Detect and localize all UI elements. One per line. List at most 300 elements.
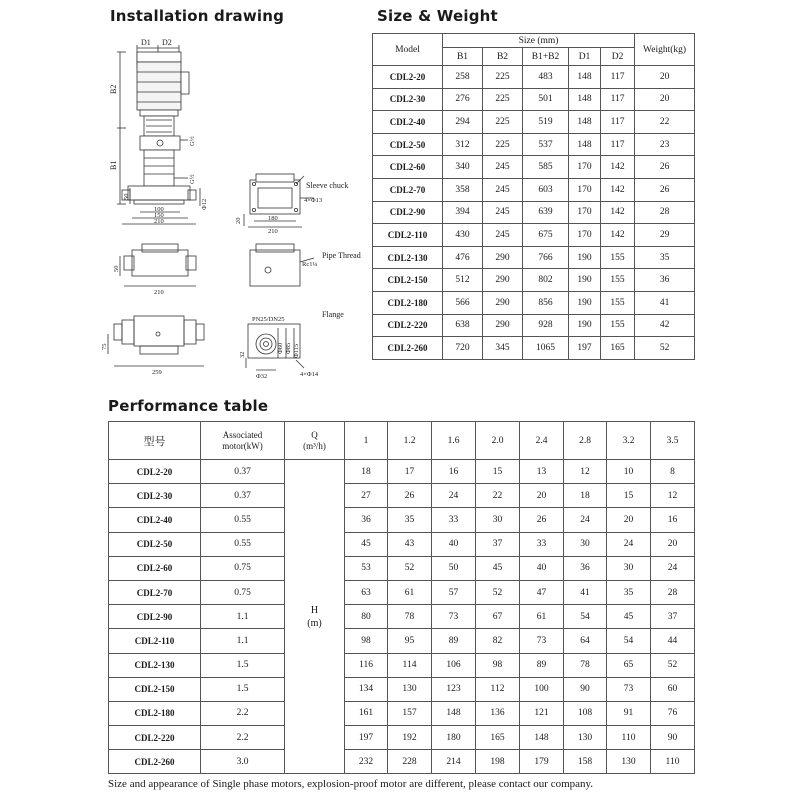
size-cell-b1b2: 519 (523, 111, 569, 134)
perf-cell-head: 15 (476, 460, 520, 484)
size-cell-d2: 117 (601, 133, 635, 156)
size-cell-model: CDL2-260 (373, 337, 443, 360)
perf-cell-head: 73 (432, 605, 476, 629)
size-col-b2: B2 (483, 48, 523, 66)
installation-drawing-heading: Installation drawing (110, 7, 285, 25)
size-table-row (373, 246, 695, 269)
size-table-row (373, 88, 695, 111)
size-cell-weight: 28 (635, 201, 695, 224)
label-flange-75: 75 (101, 343, 108, 350)
size-table-row (373, 156, 695, 179)
size-cell-model: CDL2-70 (373, 178, 443, 201)
size-col-b1: B1 (443, 48, 483, 66)
perf-cell-motor: 3.0 (201, 750, 285, 774)
perf-cell-head: 157 (388, 701, 432, 725)
perf-cell-head: 130 (607, 750, 651, 774)
perf-cell-head: 28 (651, 580, 695, 604)
size-cell-model: CDL2-90 (373, 201, 443, 224)
perf-cell-motor: 1.1 (201, 605, 285, 629)
size-cell-b2: 225 (483, 88, 523, 111)
perf-cell-head: 180 (432, 726, 476, 750)
perf-header-motor (201, 422, 285, 460)
perf-cell-head: 110 (607, 726, 651, 750)
size-cell-d2: 155 (601, 246, 635, 269)
perf-header-flow: 1.2 (388, 422, 432, 460)
size-cell-b1: 312 (443, 133, 483, 156)
perf-cell-head: 45 (345, 532, 388, 556)
perf-cell-head: 16 (651, 508, 695, 532)
perf-cell-motor: 0.55 (201, 508, 285, 532)
size-header-model: Model (373, 34, 443, 66)
flange-side-view (108, 316, 204, 366)
perf-cell-head: 98 (476, 653, 520, 677)
label-flange-32: 32 (239, 351, 246, 358)
perf-header-motor-line1: Associated (222, 429, 263, 440)
perf-cell-head: 76 (651, 701, 695, 725)
size-col-d1: D1 (569, 48, 601, 66)
label-sleeve-210: 210 (268, 228, 278, 235)
perf-cell-head: 52 (651, 653, 695, 677)
perf-table-row (109, 750, 695, 774)
perf-cell-head: 47 (520, 580, 564, 604)
perf-header-q (285, 422, 345, 460)
perf-table-row (109, 532, 695, 556)
size-cell-model: CDL2-20 (373, 66, 443, 89)
label-dim-210-b: 210 (154, 289, 164, 296)
size-cell-b2: 290 (483, 246, 523, 269)
perf-table-row (109, 605, 695, 629)
label-flange-phi60: Φ60 (277, 342, 284, 354)
size-cell-b2: 225 (483, 66, 523, 89)
size-cell-model: CDL2-110 (373, 224, 443, 247)
perf-cell-head: 30 (476, 508, 520, 532)
perf-table-row (109, 580, 695, 604)
perf-cell-head: 148 (432, 701, 476, 725)
size-cell-weight: 20 (635, 88, 695, 111)
perf-cell-head: 90 (564, 677, 607, 701)
perf-table-row (109, 484, 695, 508)
size-cell-d2: 142 (601, 201, 635, 224)
perf-cell-head: 20 (651, 532, 695, 556)
size-cell-b1: 358 (443, 178, 483, 201)
perf-cell-head: 61 (520, 605, 564, 629)
perf-header-q-line1: Q (311, 429, 318, 440)
size-col-b1b2: B1+B2 (523, 48, 569, 66)
perf-cell-head: 165 (476, 726, 520, 750)
size-cell-weight: 23 (635, 133, 695, 156)
perf-cell-head: 37 (476, 532, 520, 556)
perf-cell-head: 130 (564, 726, 607, 750)
perf-cell-head: 73 (607, 677, 651, 701)
size-cell-b1b2: 501 (523, 88, 569, 111)
size-cell-d1: 170 (569, 224, 601, 247)
size-cell-model: CDL2-50 (373, 133, 443, 156)
perf-cell-model: CDL2-50 (109, 532, 201, 556)
perf-cell-head: 57 (432, 580, 476, 604)
size-cell-b2: 290 (483, 314, 523, 337)
perf-header-flow: 2.4 (520, 422, 564, 460)
perf-cell-head: 33 (432, 508, 476, 532)
label-g-top: G½ (189, 136, 196, 146)
label-sleeve-180: 180 (268, 215, 278, 222)
perf-cell-motor: 1.5 (201, 677, 285, 701)
perf-table-row (109, 460, 695, 484)
size-cell-d1: 148 (569, 88, 601, 111)
label-sleeve-chuck: Sleeve chuck (306, 181, 349, 190)
perf-cell-head: 52 (388, 556, 432, 580)
performance-table-heading: Performance table (108, 397, 269, 415)
perf-cell-head: 8 (651, 460, 695, 484)
perf-cell-head: 161 (345, 701, 388, 725)
perf-cell-head: 192 (388, 726, 432, 750)
perf-cell-head: 30 (607, 556, 651, 580)
perf-cell-motor: 0.37 (201, 484, 285, 508)
size-cell-b1b2: 802 (523, 269, 569, 292)
perf-cell-head: 114 (388, 653, 432, 677)
perf-cell-head: 82 (476, 629, 520, 653)
size-cell-weight: 52 (635, 337, 695, 360)
size-cell-weight: 36 (635, 269, 695, 292)
size-cell-weight: 42 (635, 314, 695, 337)
size-cell-b1: 340 (443, 156, 483, 179)
size-cell-d2: 142 (601, 178, 635, 201)
size-table-row (373, 201, 695, 224)
perf-cell-head: 18 (564, 484, 607, 508)
label-pipe-rc: Rc1¼ (302, 261, 318, 268)
perf-cell-model: CDL2-90 (109, 605, 201, 629)
perf-cell-head: 20 (520, 484, 564, 508)
size-cell-b1b2: 675 (523, 224, 569, 247)
perf-cell-head: 40 (520, 556, 564, 580)
size-cell-model: CDL2-180 (373, 291, 443, 314)
size-cell-d1: 170 (569, 156, 601, 179)
size-cell-weight: 41 (635, 291, 695, 314)
size-cell-d1: 190 (569, 291, 601, 314)
perf-cell-motor: 1.1 (201, 629, 285, 653)
perf-cell-head: 136 (476, 701, 520, 725)
label-dim-50-b: 50 (113, 265, 120, 272)
perf-h-label-line2: (m) (307, 617, 322, 629)
perf-cell-head: 45 (476, 556, 520, 580)
perf-cell-head: 89 (520, 653, 564, 677)
footnote: Size and appearance of Single phase motors, explosion-proof motor are different, please contact our company. (108, 778, 594, 790)
label-pipe-thread: Pipe Thread (322, 251, 361, 260)
perf-cell-model: CDL2-40 (109, 508, 201, 532)
perf-cell-head: 158 (564, 750, 607, 774)
performance-table (108, 421, 695, 774)
perf-h-label-line1: H (310, 604, 319, 616)
perf-cell-motor: 2.2 (201, 726, 285, 750)
perf-cell-model: CDL2-70 (109, 580, 201, 604)
perf-cell-head: 123 (432, 677, 476, 701)
perf-header-flow: 1 (345, 422, 388, 460)
perf-table-row (109, 556, 695, 580)
perf-cell-head: 27 (345, 484, 388, 508)
size-cell-d2: 155 (601, 291, 635, 314)
size-cell-d1: 148 (569, 111, 601, 134)
perf-table-row (109, 629, 695, 653)
perf-cell-head: 22 (476, 484, 520, 508)
perf-cell-model: CDL2-130 (109, 653, 201, 677)
size-cell-weight: 29 (635, 224, 695, 247)
perf-cell-model: CDL2-110 (109, 629, 201, 653)
perf-cell-head: 17 (388, 460, 432, 484)
label-dim-210-a: 210 (154, 218, 164, 225)
perf-header-model: 型号 (109, 422, 201, 460)
perf-cell-head: 91 (607, 701, 651, 725)
perf-cell-head: 110 (651, 750, 695, 774)
perf-cell-head: 108 (564, 701, 607, 725)
size-col-d2: D2 (601, 48, 635, 66)
label-b1: B1 (109, 160, 118, 170)
label-d1: D1 (141, 38, 151, 47)
perf-cell-head: 134 (345, 677, 388, 701)
perf-table-row (109, 653, 695, 677)
perf-cell-head: 35 (607, 580, 651, 604)
perf-table-row (109, 701, 695, 725)
perf-cell-head: 89 (432, 629, 476, 653)
label-dim-50-a: 50 (123, 193, 130, 200)
size-cell-b1: 720 (443, 337, 483, 360)
perf-cell-head: 121 (520, 701, 564, 725)
perf-cell-head: 16 (432, 460, 476, 484)
perf-header-flow: 2.8 (564, 422, 607, 460)
size-cell-b1b2: 639 (523, 201, 569, 224)
size-cell-d1: 190 (569, 246, 601, 269)
perf-cell-head: 90 (651, 726, 695, 750)
size-cell-b1b2: 1065 (523, 337, 569, 360)
perf-cell-head: 116 (345, 653, 388, 677)
perf-cell-head: 106 (432, 653, 476, 677)
perf-cell-head: 53 (345, 556, 388, 580)
size-cell-model: CDL2-40 (373, 111, 443, 134)
perf-cell-motor: 0.75 (201, 556, 285, 580)
size-cell-d1: 170 (569, 178, 601, 201)
perf-cell-head: 35 (388, 508, 432, 532)
perf-cell-head: 37 (651, 605, 695, 629)
size-cell-b1b2: 603 (523, 178, 569, 201)
perf-cell-head: 43 (388, 532, 432, 556)
perf-cell-head: 33 (520, 532, 564, 556)
perf-cell-head: 61 (388, 580, 432, 604)
perf-cell-head: 73 (520, 629, 564, 653)
size-cell-b1: 638 (443, 314, 483, 337)
size-cell-b2: 290 (483, 269, 523, 292)
perf-cell-head: 54 (564, 605, 607, 629)
size-cell-weight: 20 (635, 66, 695, 89)
perf-cell-head: 98 (345, 629, 388, 653)
size-table-row (373, 178, 695, 201)
perf-cell-head: 41 (564, 580, 607, 604)
label-sleeve-20: 20 (235, 217, 242, 224)
size-cell-b2: 245 (483, 201, 523, 224)
size-table-row (373, 314, 695, 337)
perf-cell-head: 36 (345, 508, 388, 532)
size-cell-b1: 512 (443, 269, 483, 292)
size-cell-model: CDL2-150 (373, 269, 443, 292)
label-d2: D2 (162, 38, 172, 47)
size-cell-b1: 276 (443, 88, 483, 111)
size-cell-model: CDL2-220 (373, 314, 443, 337)
size-cell-b1b2: 537 (523, 133, 569, 156)
size-cell-b1b2: 766 (523, 246, 569, 269)
pipe-thread-side-view (120, 244, 196, 286)
perf-cell-head: 30 (564, 532, 607, 556)
perf-cell-motor: 0.75 (201, 580, 285, 604)
perf-cell-head: 80 (345, 605, 388, 629)
size-cell-b2: 225 (483, 111, 523, 134)
size-cell-b1b2: 483 (523, 66, 569, 89)
size-cell-d2: 155 (601, 269, 635, 292)
perf-cell-head: 40 (432, 532, 476, 556)
installation-drawing (100, 28, 372, 388)
size-cell-weight: 26 (635, 178, 695, 201)
size-cell-d2: 165 (601, 337, 635, 360)
size-cell-b2: 245 (483, 156, 523, 179)
perf-cell-head: 15 (607, 484, 651, 508)
size-cell-d1: 197 (569, 337, 601, 360)
size-cell-weight: 22 (635, 111, 695, 134)
label-b2: B2 (109, 84, 118, 94)
label-g-bottom: G½ (189, 174, 196, 184)
perf-cell-head: 179 (520, 750, 564, 774)
size-cell-model: CDL2-30 (373, 88, 443, 111)
perf-cell-model: CDL2-260 (109, 750, 201, 774)
size-cell-b1: 294 (443, 111, 483, 134)
size-table-row (373, 291, 695, 314)
perf-cell-head: 63 (345, 580, 388, 604)
size-cell-d1: 190 (569, 314, 601, 337)
perf-cell-head: 148 (520, 726, 564, 750)
perf-cell-head: 24 (607, 532, 651, 556)
perf-cell-model: CDL2-30 (109, 484, 201, 508)
perf-header-flow: 2.0 (476, 422, 520, 460)
size-cell-b2: 225 (483, 133, 523, 156)
size-cell-d2: 117 (601, 88, 635, 111)
size-cell-d2: 117 (601, 66, 635, 89)
perf-cell-motor: 0.37 (201, 460, 285, 484)
size-cell-b2: 290 (483, 291, 523, 314)
perf-cell-head: 12 (651, 484, 695, 508)
perf-cell-head: 214 (432, 750, 476, 774)
size-cell-b1: 430 (443, 224, 483, 247)
perf-cell-model: CDL2-220 (109, 726, 201, 750)
size-table-row (373, 337, 695, 360)
size-weight-heading: Size & Weight (377, 7, 498, 25)
perf-cell-head: 24 (651, 556, 695, 580)
perf-cell-head: 100 (520, 677, 564, 701)
perf-cell-head: 64 (564, 629, 607, 653)
size-cell-b1: 566 (443, 291, 483, 314)
size-cell-d2: 142 (601, 156, 635, 179)
label-flange-pn: PN25/DN25 (252, 316, 285, 323)
size-table-row (373, 111, 695, 134)
size-header-weight: Weight(kg) (635, 34, 695, 66)
perf-cell-head: 198 (476, 750, 520, 774)
size-cell-b2: 245 (483, 178, 523, 201)
perf-cell-model: CDL2-150 (109, 677, 201, 701)
perf-cell-head: 67 (476, 605, 520, 629)
perf-cell-model: CDL2-20 (109, 460, 201, 484)
perf-cell-head: 18 (345, 460, 388, 484)
perf-table-row (109, 726, 695, 750)
perf-cell-head: 130 (388, 677, 432, 701)
size-cell-d2: 142 (601, 224, 635, 247)
perf-header-flow: 3.2 (607, 422, 651, 460)
label-flange-259: 259 (152, 369, 162, 376)
perf-cell-head: 10 (607, 460, 651, 484)
perf-cell-head: 60 (651, 677, 695, 701)
perf-cell-head: 26 (388, 484, 432, 508)
label-dim-100: 100 (154, 206, 164, 213)
size-table-row (373, 269, 695, 292)
label-dim-150: 150 (154, 212, 164, 219)
perf-table-row (109, 677, 695, 701)
perf-cell-head: 13 (520, 460, 564, 484)
perf-cell-head: 78 (564, 653, 607, 677)
size-cell-b2: 345 (483, 337, 523, 360)
perf-cell-h-label (285, 460, 345, 774)
label-dim-phi: Φ12 (201, 198, 208, 210)
size-cell-d1: 148 (569, 133, 601, 156)
perf-cell-head: 20 (607, 508, 651, 532)
size-weight-table (372, 33, 695, 360)
size-header-size: Size (mm) (443, 34, 635, 48)
size-cell-d2: 155 (601, 314, 635, 337)
size-cell-b1b2: 928 (523, 314, 569, 337)
size-cell-d2: 117 (601, 111, 635, 134)
perf-cell-head: 65 (607, 653, 651, 677)
size-cell-b1: 476 (443, 246, 483, 269)
perf-cell-head: 197 (345, 726, 388, 750)
size-cell-b1: 258 (443, 66, 483, 89)
perf-cell-motor: 0.55 (201, 532, 285, 556)
size-cell-b1b2: 856 (523, 291, 569, 314)
label-sleeve-holes: 4×Φ13 (304, 197, 323, 204)
perf-header-flow: 1.6 (432, 422, 476, 460)
perf-cell-motor: 2.2 (201, 701, 285, 725)
perf-cell-head: 44 (651, 629, 695, 653)
size-cell-weight: 35 (635, 246, 695, 269)
perf-cell-motor: 1.5 (201, 653, 285, 677)
size-cell-model: CDL2-130 (373, 246, 443, 269)
size-table-row (373, 224, 695, 247)
size-cell-d1: 190 (569, 269, 601, 292)
perf-cell-head: 50 (432, 556, 476, 580)
perf-cell-head: 12 (564, 460, 607, 484)
size-table-row (373, 66, 695, 89)
perf-header-q-line2: (m³/h) (303, 440, 326, 451)
perf-cell-head: 26 (520, 508, 564, 532)
size-table-row (373, 133, 695, 156)
perf-header-motor-line2: motor(kW) (222, 440, 263, 451)
size-cell-d1: 148 (569, 66, 601, 89)
perf-cell-head: 24 (432, 484, 476, 508)
perf-cell-head: 45 (607, 605, 651, 629)
size-cell-model: CDL2-60 (373, 156, 443, 179)
perf-header-flow: 3.5 (651, 422, 695, 460)
size-cell-b1: 394 (443, 201, 483, 224)
label-flange-phi32: Φ32 (256, 373, 268, 380)
perf-cell-model: CDL2-180 (109, 701, 201, 725)
size-cell-b1b2: 585 (523, 156, 569, 179)
label-flange: Flange (322, 310, 344, 319)
perf-cell-head: 54 (607, 629, 651, 653)
label-flange-holes: 4×Φ14 (300, 371, 319, 378)
perf-cell-head: 78 (388, 605, 432, 629)
perf-cell-head: 52 (476, 580, 520, 604)
perf-cell-model: CDL2-60 (109, 556, 201, 580)
